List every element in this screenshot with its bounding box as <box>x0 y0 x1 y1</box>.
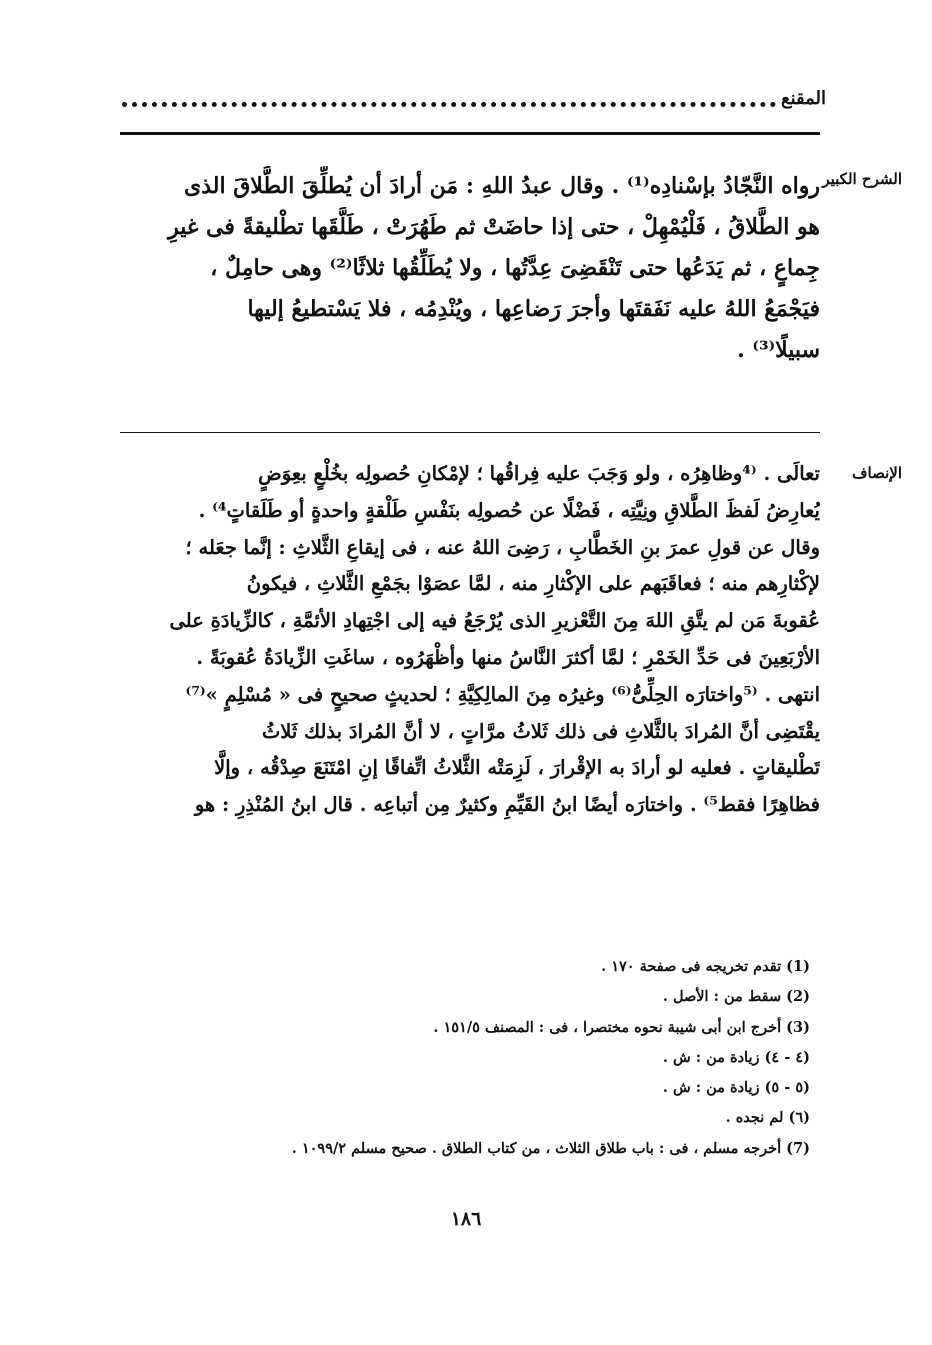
footnote: (1) تقدم تخريجه فى صفحة ١٧٠ . <box>601 958 810 975</box>
footnote: (٦) لم نجده . <box>725 1109 810 1127</box>
book-title: المقنع <box>780 88 826 109</box>
insaf-text-block <box>118 456 820 824</box>
sharh-line: هو الطَّلاقُ ، فَلْيُمْهِلْ ، حتى إذا حاضَتْ ثم طَهُرَتْ ، طَلَّقَها تطْليقةً فى غيرِ <box>168 214 820 240</box>
sharh-line: فيَجْمَعُ اللهُ عليه نَفَقتَها وأجرَ رَضاعِها ، ويُنْدِمُه ، فلا يَسْتطيعُ إليها <box>247 296 820 322</box>
insaf-line: تَطْليقاتٍ . فعليه لو أرادَ به الإقْرارَ ، لَزِمَتْه الثَّلاثُ اتِّفاقًا إنِ امْتَنَعَ صِدْقُه ، وإلَّا <box>214 756 820 780</box>
footnote: (٥ - ٥) زيادة من : ش . <box>662 1079 810 1097</box>
insaf-line: انتهى . ⁽⁵واختارَه الحِلِّىُّ⁽⁶⁾ وغيرُه مِنَ المالِكِيَّةِ ؛ لحديثٍ صحيحٍ فى « مُسْلِمٍ »⁽⁷⁾ <box>185 682 820 706</box>
footnote: (2) سقط من : الأصل . <box>662 988 810 1006</box>
insaf-line: فظاهِرًا فقط⁵⁾ . واختارَه أيضًا ابنُ القَيِّمِ وكثيرٌ مِن أتباعِه . قال ابنُ المُنْذِرِ : هو <box>194 793 820 817</box>
insaf-line: لإكْثارِهم منه ؛ فعاقَبَهم على الإكْثارِ منه ، لمَّا عصَوْا بجَمْعِ الثَّلاثِ ، فيكونُ <box>246 572 820 596</box>
footnote: (7) أخرجه مسلم ، فى : باب طلاق الثلاث ، من كتاب الطلاق . صحيح مسلم ١٠٩٩/٢ . <box>291 1139 810 1157</box>
insaf-margin-label: الإنصاف <box>851 464 902 482</box>
footnotes <box>150 952 810 1164</box>
sharh-text-block <box>118 166 820 371</box>
footnote: (3) أخرج ابن أبى شيبة نحوه مختصرا ، فى : المصنف ١٥١/٥ . <box>433 1018 810 1036</box>
insaf-line: يُعارِضُ لَفظَ الطَّلاقِ ونِيَّتِه ، فَضْلًا عن حُصولِه بنَفْسِ طَلْقةٍ واحدةٍ أو طَلَقاتٍ⁴⁾ . <box>198 498 820 522</box>
footnote: (٤ - ٤) زيادة من : ش . <box>662 1048 810 1066</box>
dot-leader <box>122 102 776 107</box>
insaf-line: وقال عن قولِ عمرَ بنِ الخَطَّابِ ، رَضِىَ اللهُ عنه ، فى إيقاعِ الثَّلاثِ : إنَّما جعَله ؛ <box>185 535 820 559</box>
page-number: ١٨٦ <box>450 1208 482 1230</box>
sharh-margin-label: الشرح الكبير <box>822 170 902 188</box>
insaf-line: الأرْبَعِينَ فى حَدِّ الخَمْرِ ؛ لمَّا أكثرَ النَّاسُ منها وأظْهَرُوه ، ساغَتِ الزِّيادَةُ عُقوبَةً . <box>196 645 820 669</box>
sharh-line: سبيلًا⁽³⁾ . <box>737 337 820 363</box>
header-rule <box>120 132 820 135</box>
section-divider <box>120 432 820 433</box>
insaf-line: تعالَى . ⁽⁴وظاهِرُه ، ولو وَجَبَ عليه فِراقُها ؛ لإمْكانِ حُصولِه بخُلْعٍ بعِوَضٍ <box>258 462 820 485</box>
sharh-line: رواه النَّجّادُ بإسْنادِه⁽¹⁾ . وقال عبدُ اللهِ : مَن أرادَ أن يُطلِّقَ الطَّلاقَ الذى <box>184 173 820 199</box>
sharh-line: جِماعٍ ، ثم يَدَعُها حتى تَنْقَضِىَ عِدَّتُها ، ولا يُطَلِّقُها ثلاثًا⁽²⁾ وهى حامِلٌ ، <box>210 255 820 281</box>
insaf-line: عُقوبةَ مَن لم يتَّقِ اللهَ مِنَ التَّعْزيرِ الذى يُرْجَعُ فيه إلى اجْتِهادِ الأئمَّةِ ، كالزِّيادَةِ على <box>169 609 820 633</box>
insaf-line: يقْتَضِى أنَّ المُرادَ بالثَّلاثِ فى ذلك ثَلاثُ مرَّاتٍ ، لا أنَّ المُرادَ بذلك ثَلاثُ <box>261 719 820 743</box>
running-head <box>112 84 826 120</box>
